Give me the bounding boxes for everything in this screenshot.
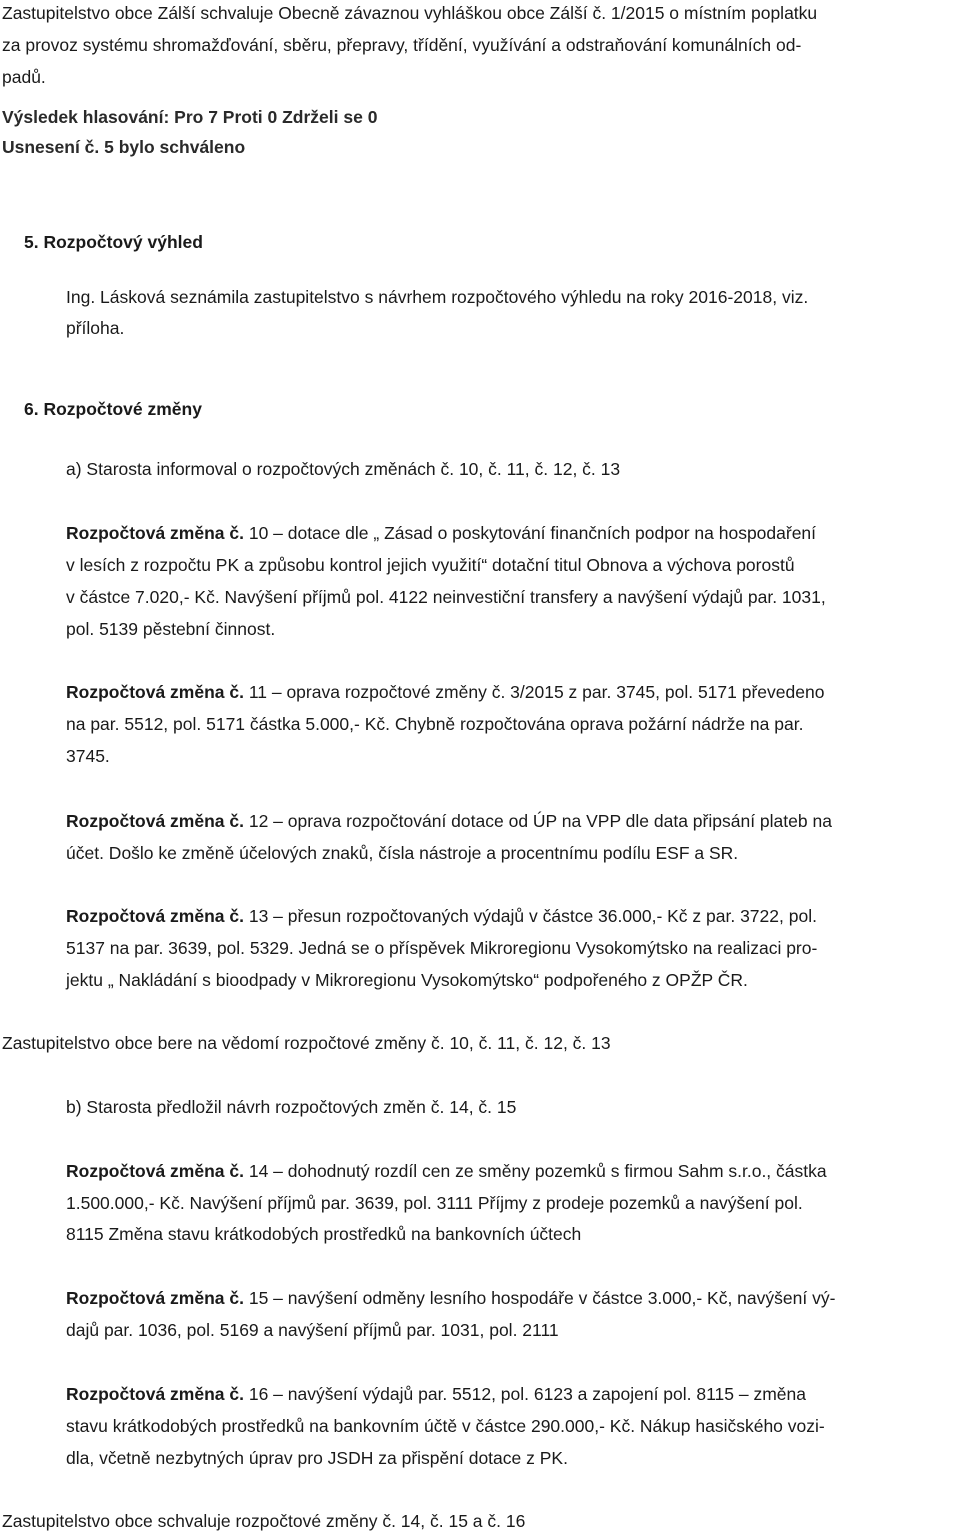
rz10-text: v lesích z rozpočtu PK a způsobu kontrol jejich využití“ dotační titul Obnova a výchova porostů <box>66 555 795 575</box>
rz11-text: na par. 5512, pol. 5171 částka 5.000,- Kč. Chybně rozpočtována oprava požární nádrže na par. <box>66 714 804 734</box>
acknowledgement-note: Zastupitelstvo obce bere na vědomí rozpočtové změny č. 10, č. 11, č. 12, č. 13 <box>2 1033 611 1053</box>
rz11-first-line <box>66 681 824 703</box>
rz16-label: Rozpočtová změna č. <box>66 1384 244 1404</box>
rz11-text: 3745. <box>66 746 110 766</box>
rz16-first-line <box>66 1383 806 1405</box>
rz16-text: 16 – navýšení výdajů par. 5512, pol. 6123 a zapojení pol. 8115 – změna <box>243 1384 806 1404</box>
rz12-label: Rozpočtová změna č. <box>66 811 244 831</box>
rz14-text: 8115 Změna stavu krátkodobých prostředků na bankovních účtech <box>66 1224 582 1244</box>
rz14-label: Rozpočtová změna č. <box>66 1161 244 1181</box>
section-5-text: Ing. Lásková seznámila zastupitelstvo s návrhem rozpočtového výhledu na roky 2016-2018, viz. <box>66 287 809 307</box>
rz10-text: 10 – dotace dle „ Zásad o poskytování finančních podpor na hospodaření <box>243 523 817 543</box>
resolution-result: Usnesení č. 5 bylo schváleno <box>2 137 246 157</box>
rz10-label: Rozpočtová změna č. <box>66 523 244 543</box>
intro-line: padů. <box>2 67 46 87</box>
rz15-label: Rozpočtová změna č. <box>66 1288 244 1308</box>
rz10-text: v částce 7.020,- Kč. Navýšení příjmů pol. 4122 neinvestiční transfery a navýšení výdajů par. 1031, <box>66 587 826 607</box>
rz10-text: pol. 5139 pěstební činnost. <box>66 619 276 639</box>
part-b-intro: b) Starosta předložil návrh rozpočtových změn č. 14, č. 15 <box>66 1097 517 1117</box>
rz15-text: dajů par. 1036, pol. 5169 a navýšení příjmů par. 1031, pol. 2111 <box>66 1320 559 1340</box>
approval-note: Zastupitelstvo obce schvaluje rozpočtové změny č. 14, č. 15 a č. 16 <box>2 1511 526 1531</box>
intro-line: za provoz systému shromažďování, sběru, přepravy, třídění, využívání a odstraňování komunálních od- <box>2 35 802 55</box>
intro-line: Zastupitelstvo obce Zálší schvaluje Obecně závaznou vyhláškou obce Zálší č. 1/2015 o místním poplatku <box>2 3 818 23</box>
rz10-first-line <box>66 522 816 544</box>
section-6-heading: 6. Rozpočtové změny <box>24 399 202 419</box>
section-5-heading: 5. Rozpočtový výhled <box>24 232 203 252</box>
rz14-text: 1.500.000,- Kč. Navýšení příjmů par. 3639, pol. 3111 Příjmy z prodeje pozemků a navýšení pol. <box>66 1193 803 1213</box>
rz13-text: jektu „ Nakládání s bioodpady v Mikroregionu Vysokomýtsko“ podpořeného z OPŽP ČR. <box>66 970 748 990</box>
part-a-intro: a) Starosta informoval o rozpočtových změnách č. 10, č. 11, č. 12, č. 13 <box>66 459 621 479</box>
rz12-text: účet. Došlo ke změně účelových znaků, čísla nástroje a procentnímu podílu ESF a SR. <box>66 843 739 863</box>
rz11-label: Rozpočtová změna č. <box>66 682 244 702</box>
rz14-text: 14 – dohodnutý rozdíl cen ze směny pozemků s firmou Sahm s.r.o., částka <box>243 1161 827 1181</box>
rz14-first-line <box>66 1160 827 1182</box>
rz13-text: 5137 na par. 3639, pol. 5329. Jedná se o příspěvek Mikroregionu Vysokomýtsko na realizaci pro- <box>66 938 818 958</box>
rz13-label: Rozpočtová změna č. <box>66 906 244 926</box>
rz15-first-line <box>66 1287 835 1309</box>
rz16-text: stavu krátkodobých prostředků na bankovním účtě v částce 290.000,- Kč. Nákup hasičského vozi- <box>66 1416 825 1436</box>
rz13-text: 13 – přesun rozpočtovaných výdajů v částce 36.000,- Kč z par. 3722, pol. <box>243 906 817 926</box>
section-5-text: příloha. <box>66 318 125 338</box>
rz13-first-line <box>66 905 817 927</box>
vote-result: Výsledek hlasování: Pro 7 Proti 0 Zdrželi se 0 <box>2 107 378 127</box>
rz15-text: 15 – navýšení odměny lesního hospodáře v částce 3.000,- Kč, navýšení vý- <box>243 1288 836 1308</box>
rz11-text: 11 – oprava rozpočtové změny č. 3/2015 z par. 3745, pol. 5171 převedeno <box>243 682 825 702</box>
rz12-text: 12 – oprava rozpočtování dotace od ÚP na VPP dle data připsání plateb na <box>243 811 832 831</box>
rz12-first-line <box>66 810 832 832</box>
rz16-text: dla, včetně nezbytných úprav pro JSDH za přispění dotace z PK. <box>66 1448 568 1468</box>
